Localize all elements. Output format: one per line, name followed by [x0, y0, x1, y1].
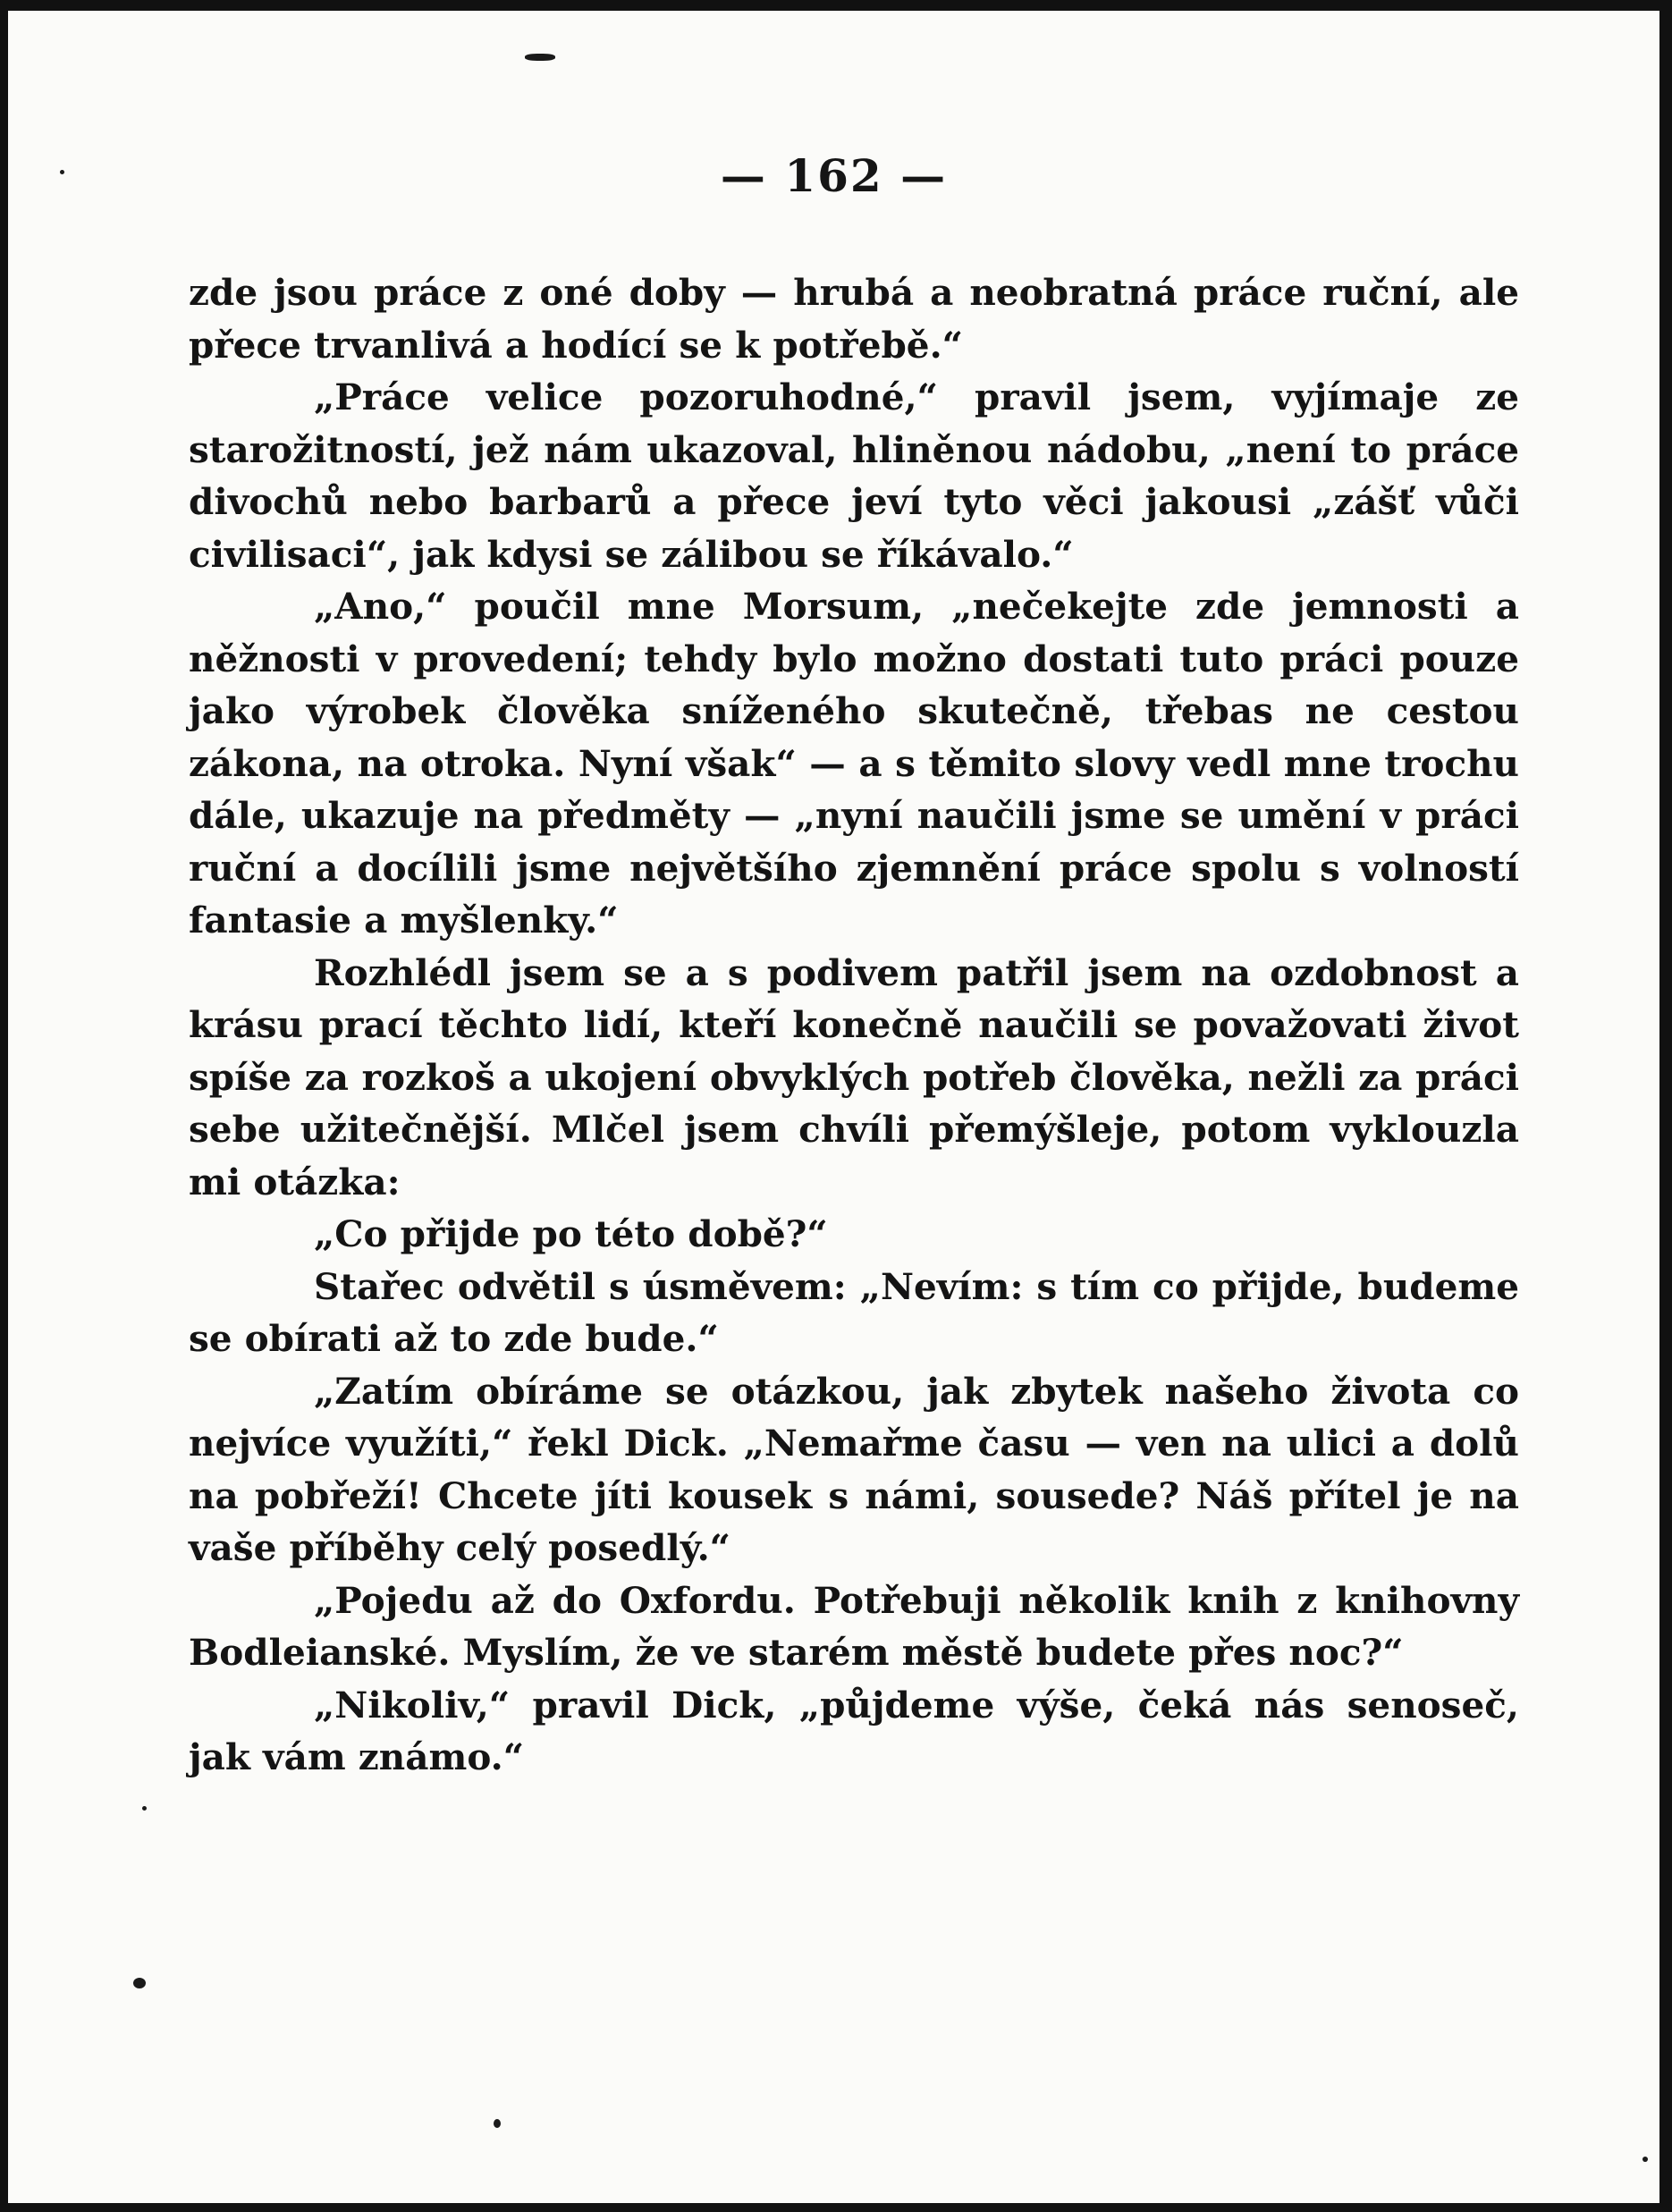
page-number: — 162 —	[720, 149, 948, 202]
ink-mark	[525, 54, 555, 61]
paragraph-8: „Pojedu až do Oxfordu. Potřebuji několik knih z knihovny Bodleianské. Myslím, že ve starém městě budete přes noc?“	[189, 1578, 1519, 1674]
paragraph-2: „Práce velice pozoruhodné,“ pravil jsem, vyjímaje ze starožitností, jež nám ukazoval, hliněnou nádobu, „není to práce divochů nebo barbarů a přece jeví tyto věci jakousi „zášť vůči civilisaci“, jak kdysi se zálibou se říkávalo.“	[189, 376, 1519, 576]
ink-speck	[142, 1806, 147, 1811]
paragraph-9: „Nikoliv,“ pravil Dick, „půjdeme výše, čeká nás senoseč, jak vám známo.“	[189, 1683, 1519, 1778]
paragraph-1: zde jsou práce z oné doby — hrubá a neobratná práce ruční, ale přece trvanlivá a hodící se k potřebě.“	[189, 271, 1519, 367]
page-text	[189, 266, 1519, 1784]
paragraph-4: Rozhlédl jsem se a s podivem patřil jsem na ozdobnost a krásu prací těchto lidí, kteří konečně naučili se považovati život spíše za rozkoš a ukojení obvyklých potřeb člověka, nežli za práci sebe užitečnější. Mlčel jsem chvíli přemýšleje, potom vyklouzla mi otázka:	[189, 950, 1519, 1203]
ink-speck	[133, 1978, 146, 1988]
ink-speck	[494, 2119, 501, 2128]
paragraph-6: Stařec odvětil s úsměvem: „Nevím: s tím co přijde, budeme se obírati až to zde bude.“	[189, 1264, 1519, 1360]
paragraph-7: „Zatím obíráme se otázkou, jak zbytek našeho života co nejvíce využíti,“ řekl Dick. „Nemařme času — ven na ulici a dolů na pobřeží! Chcete jíti kousek s námi, sousede? Náš přítel je na vaše příběhy celý posedlý.“	[189, 1369, 1519, 1569]
paragraph-3: „Ano,“ poučil mne Morsum, „nečekejte zde jemnosti a něžnosti v provedení; tehdy bylo možno dostati tuto práci pouze jako výrobek člověka sníženého skutečně, třebas ne cestou zákona, na otroka. Nyní však“ — a s těmito slovy vedl mne trochu dále, ukazuje na předměty — „nyní naučili jsme se umění v práci ruční a docílili jsme největšího zjemnění práce spolu s volností fantasie a myšlenky.“	[189, 585, 1519, 941]
ink-speck	[60, 170, 64, 174]
paragraph-5: „Co přijde po této době?“	[314, 1212, 828, 1255]
ink-speck	[1642, 2157, 1648, 2162]
